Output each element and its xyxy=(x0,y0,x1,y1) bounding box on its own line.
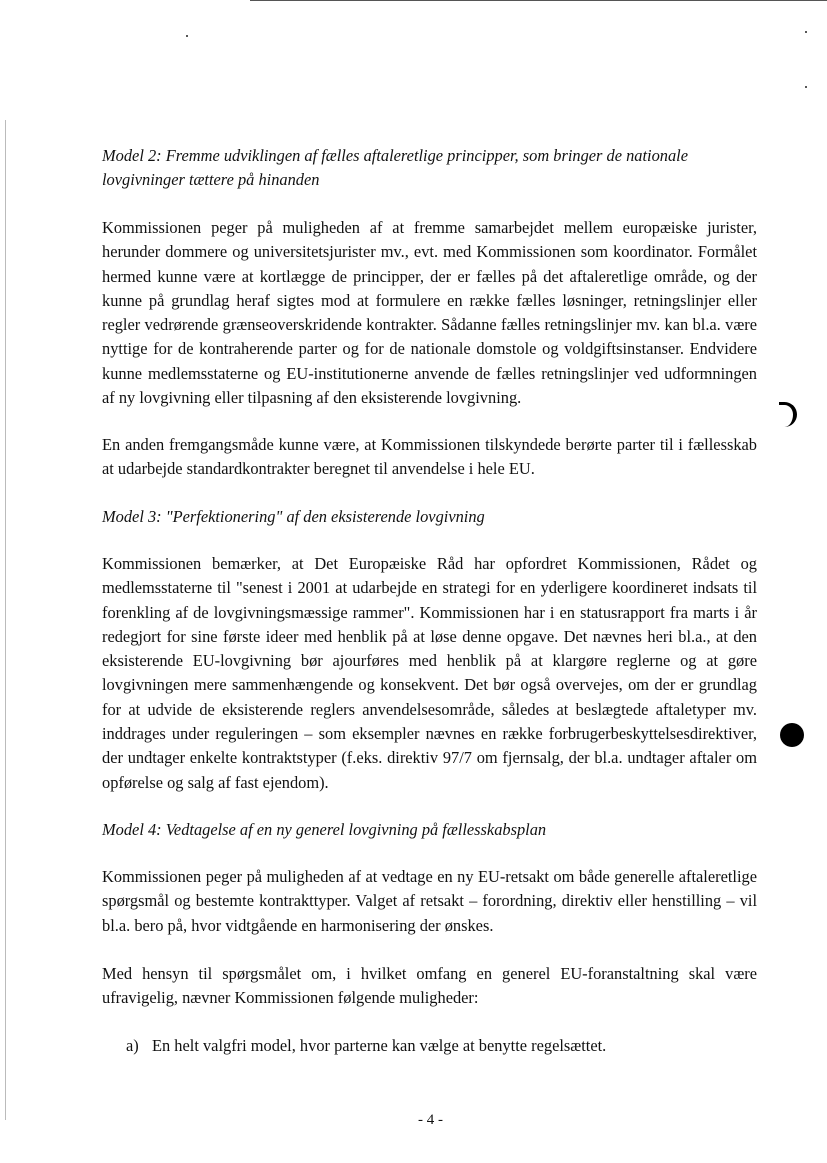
scan-left-edge xyxy=(5,120,6,1120)
model2-heading: Model 2: Fremme udviklingen af fælles aftaleretlige principper, som bringer de nationale lovgivninger tættere på hinanden xyxy=(102,146,689,190)
model3-paragraph-1: Kommissionen bemærker, at Det Europæiske Råd har opfordret Kommissionen, Rådet og medlemsstaterne til "senest i 2001 at udarbejde en strategi for en yderligere koordineret indsats til forenkling af de lovgivningsmæssige rammer". Kommissionen har i en statusrapport fra marts i år redegjort for sine første ideer med henblik på at løse denne opgave. Det nævnes heri bl.a., at den eksisterende EU-lovgivning bør ajourføres med henblik på at klargøre reglerne og at gøre lovgivningen mere sammenhængende og konsekvent. Det bør også overvejes, om der er grundlag for at udvide de eksisterende reglers anvendelsesområde, således at beslægtede aftaletyper mv. inddrages under reguleringen – som eksempler nævnes en række forbrugerbeskyttelsesdirektiver, der undtager enkelte kontraktstyper (f.eks. direktiv 97/7 om fjernsalg, der bl.a. undtager aftaler om opførelse og salg af fast ejendom). xyxy=(102,554,757,792)
binder-hole-mark xyxy=(779,402,797,427)
model4-paragraph-2: Med hensyn til spørgsmålet om, i hvilket omfang en generel EU-foranstaltning skal være ufravigelig, nævner Kommissionen følgende muligheder: xyxy=(102,964,757,1008)
scan-speck xyxy=(186,35,188,37)
binder-hole-dot xyxy=(780,723,804,747)
model4-heading: Model 4: Vedtagelse af en ny generel lovgivning på fællesskabsplan xyxy=(102,820,547,839)
scan-speck xyxy=(805,31,807,33)
list-item-text: En helt valgfri model, hvor parterne kan vælge at benytte regelsættet. xyxy=(152,1036,607,1055)
model2-paragraph-1: Kommissionen peger på muligheden af at fremme samarbejdet mellem europæiske jurister, herunder dommere og universitetsjurister mv., evt. med Kommissionen som koordinator. Formålet hermed kunne være at kortlægge de principper, der er fælles på det aftaleretlige område, og der kunne på grundlag heraf sigtes mod at formulere en række fælles løsninger, retningslinjer eller regler vedrørende grænseoverskridende kontrakter. Sådanne fælles retningslinjer mv. kan bl.a. være nyttige for de kontraherende parter og for de nationale domstole og voldgiftsinstanser. Endvidere kunne medlemsstaterne og EU-institutionerne anvende de fælles retningslinjer ved udformningen af ny lovgivning eller tilpasning af den eksisterende lovgivning. xyxy=(102,218,757,408)
model4-paragraph-1: Kommissionen peger på muligheden af at vedtage en ny EU-retsakt om både generelle aftaleretlige spørgsmål og bestemte kontrakttyper. Valget af retsakt – forordning, direktiv eller henstilling – vil bl.a. bero på, hvor vidtgående en harmonisering der ønskes. xyxy=(102,867,757,935)
scan-speck xyxy=(805,86,807,88)
list-item xyxy=(126,1034,606,1058)
model3-heading: Model 3: "Perfektionering" af den eksisterende lovgivning xyxy=(102,507,485,526)
model2-paragraph-2: En anden fremgangsmåde kunne være, at Kommissionen tilskyndede berørte parter til i fællesskab at udarbejde standardkontrakter beregnet til anvendelse i hele EU. xyxy=(102,435,757,479)
scan-top-edge xyxy=(250,0,827,1)
list-marker: a) xyxy=(126,1036,139,1055)
page-number: - 4 - xyxy=(418,1112,443,1128)
